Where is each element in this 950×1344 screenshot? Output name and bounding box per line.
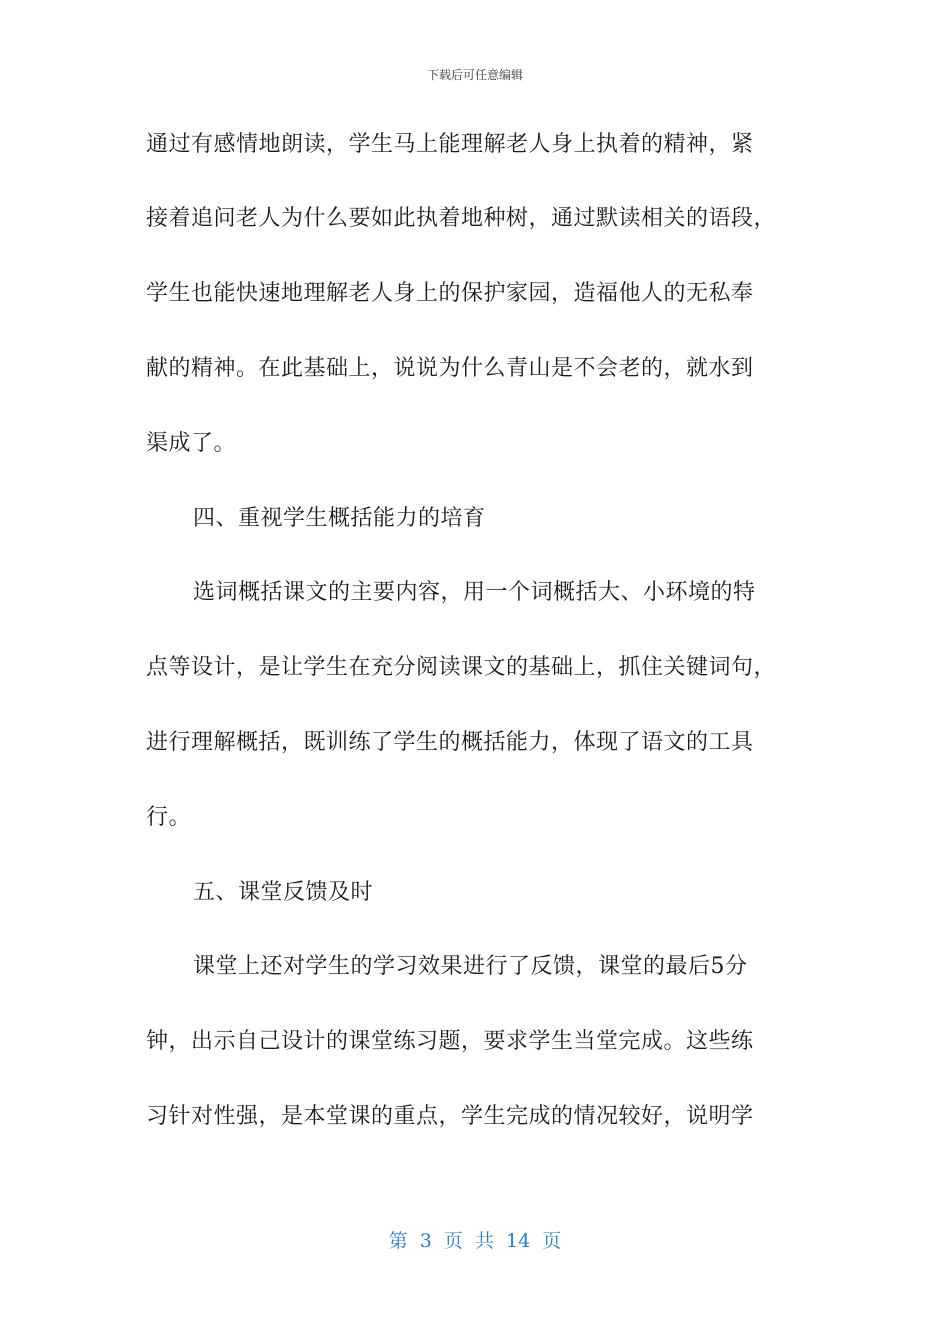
section-heading: 五、课堂反馈及时 — [193, 880, 374, 905]
body-line: 进行理解概括，既训练了学生的概括能力，体现了语文的工具 — [146, 730, 754, 755]
page-header: 下载后可任意编辑 — [426, 68, 523, 82]
body-line: 点等设计，是让学生在充分阅读课文的基础上，抓住关键词句， — [146, 655, 777, 680]
body-line: 献的精神。在此基础上，说说为什么青山是不会老的，就水到 — [146, 356, 754, 381]
section-heading: 四、重视学生概括能力的培育 — [193, 506, 486, 531]
body-line: 学生也能快速地理解老人身上的保护家园，造福他人的无私奉 — [146, 281, 754, 306]
body-line: 通过有感情地朗读，学生马上能理解老人身上执着的精神，紧 — [146, 132, 754, 157]
body-line: 行。 — [146, 805, 192, 830]
body-line: 课堂上还对学生的学习效果进行了反馈，课堂的最后5分 — [193, 954, 748, 979]
body-line: 习针对性强，是本堂课的重点，学生完成的情况较好，说明学 — [146, 1104, 754, 1129]
body-line: 接着追问老人为什么要如此执着地种树，通过默读相关的语段， — [146, 206, 777, 231]
body-line: 钟，出示自己设计的课堂练习题，要求学生当堂完成。这些练 — [146, 1029, 754, 1054]
body-line: 渠成了。 — [146, 431, 237, 456]
body-line: 选词概括课文的主要内容，用一个词概括大、小环境的特 — [193, 580, 756, 605]
page-number-footer: 第 3 页 共 14 页 — [388, 1230, 562, 1252]
